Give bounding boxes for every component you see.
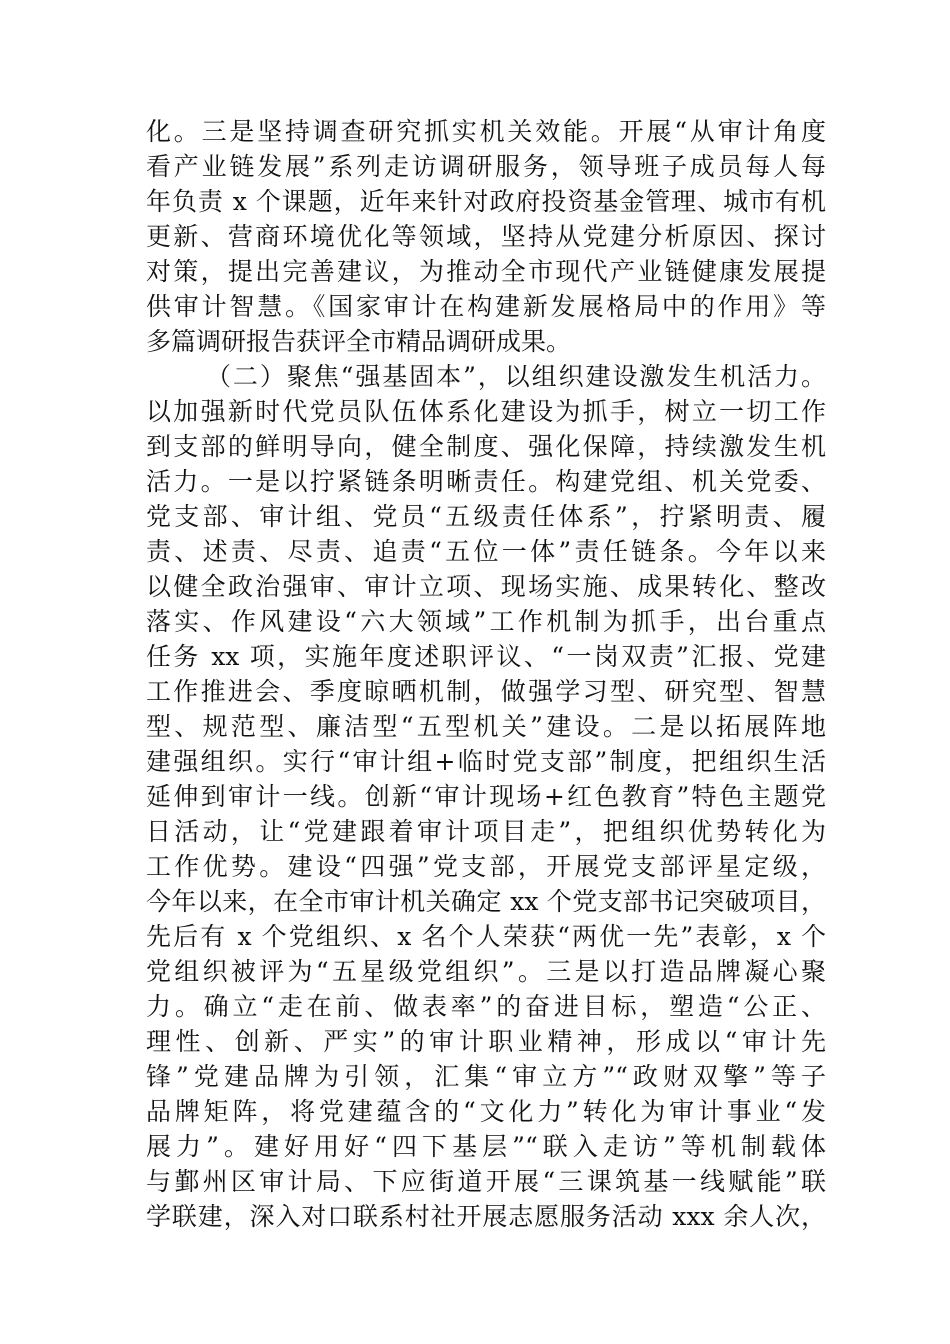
text-line: 化。三是坚持调查研究抓实机关效能。开展“从审计角度 <box>146 117 826 146</box>
text-line: 以健全政治强审、审计立项、现场实施、成果转化、整改 <box>146 572 826 601</box>
text-line: 供审计智慧。《国家审计在构建新发展格局中的作用》等 <box>146 292 826 321</box>
text-line: 党组织被评为“五星级党组织”。三是以打造品牌凝心聚 <box>146 957 826 986</box>
body-text <box>146 114 826 1234</box>
text-line: 对策，提出完善建议，为推动全市现代产业链健康发展提 <box>146 257 826 286</box>
text-line: 看产业链发展”系列走访调研服务，领导班子成员每人每 <box>146 152 826 181</box>
text-line: 学联建，深入对口联系村社开展志愿服务活动 xxx 余人次， <box>146 1202 826 1231</box>
text-line: 日活动，让“党建跟着审计项目走”，把组织优势转化为 <box>146 817 826 846</box>
text-line: 锋”党建品牌为引领，汇集“审立方”“政财双擎”等子 <box>146 1062 826 1091</box>
text-line: 工作推进会、季度晾晒机制，做强学习型、研究型、智慧 <box>146 677 826 706</box>
text-line: 更新、营商环境优化等领域，坚持从党建分析原因、探讨 <box>146 222 826 251</box>
text-line: 先后有 x 个党组织、x 名个人荣获“两优一先”表彰，x 个 <box>146 922 826 951</box>
text-line: 落实、作风建设“六大领域”工作机制为抓手，出台重点 <box>146 607 826 636</box>
text-line: 品牌矩阵，将党建蕴含的“文化力”转化为审计事业“发 <box>146 1097 826 1126</box>
section-heading-line: （二）聚焦“强基固本”，以组织建设激发生机活力。 <box>206 362 826 391</box>
text-line: 工作优势。建设“四强”党支部，开展党支部评星定级， <box>146 852 826 881</box>
text-line: 到支部的鲜明导向，健全制度、强化保障，持续激发生机 <box>146 432 826 461</box>
text-line: 以加强新时代党员队伍体系化建设为抓手，树立一切工作 <box>146 397 826 426</box>
text-line: 今年以来，在全市审计机关确定 xx 个党支部书记突破项目， <box>146 887 826 916</box>
text-line: 年负责 x 个课题，近年来针对政府投资基金管理、城市有机 <box>146 187 826 216</box>
text-line: 展力”。建好用好“四下基层”“联入走访”等机制载体 <box>146 1132 826 1161</box>
text-line: 多篇调研报告获评全市精品调研成果。 <box>146 327 572 356</box>
text-line: 建强组织。实行“审计组+临时党支部”制度，把组织生活 <box>146 747 826 776</box>
text-line: 党支部、审计组、党员“五级责任体系”，拧紧明责、履 <box>146 502 826 531</box>
text-line: 理性、创新、严实”的审计职业精神，形成以“审计先 <box>146 1027 826 1056</box>
text-line: 与鄞州区审计局、下应街道开展“三课筑基一线赋能”联 <box>146 1167 826 1196</box>
text-line: 延伸到审计一线。创新“审计现场+红色教育”特色主题党 <box>146 782 826 811</box>
text-line: 任务 xx 项，实施年度述职评议、“一岗双责”汇报、党建 <box>146 642 826 671</box>
text-line: 力。确立“走在前、做表率”的奋进目标，塑造“公正、 <box>146 992 826 1021</box>
text-line: 责、述责、尽责、追责“五位一体”责任链条。今年以来 <box>146 537 826 566</box>
text-line: 活力。一是以拧紧链条明晰责任。构建党组、机关党委、 <box>146 467 826 496</box>
text-line: 型、规范型、廉洁型“五型机关”建设。二是以拓展阵地 <box>146 712 826 741</box>
